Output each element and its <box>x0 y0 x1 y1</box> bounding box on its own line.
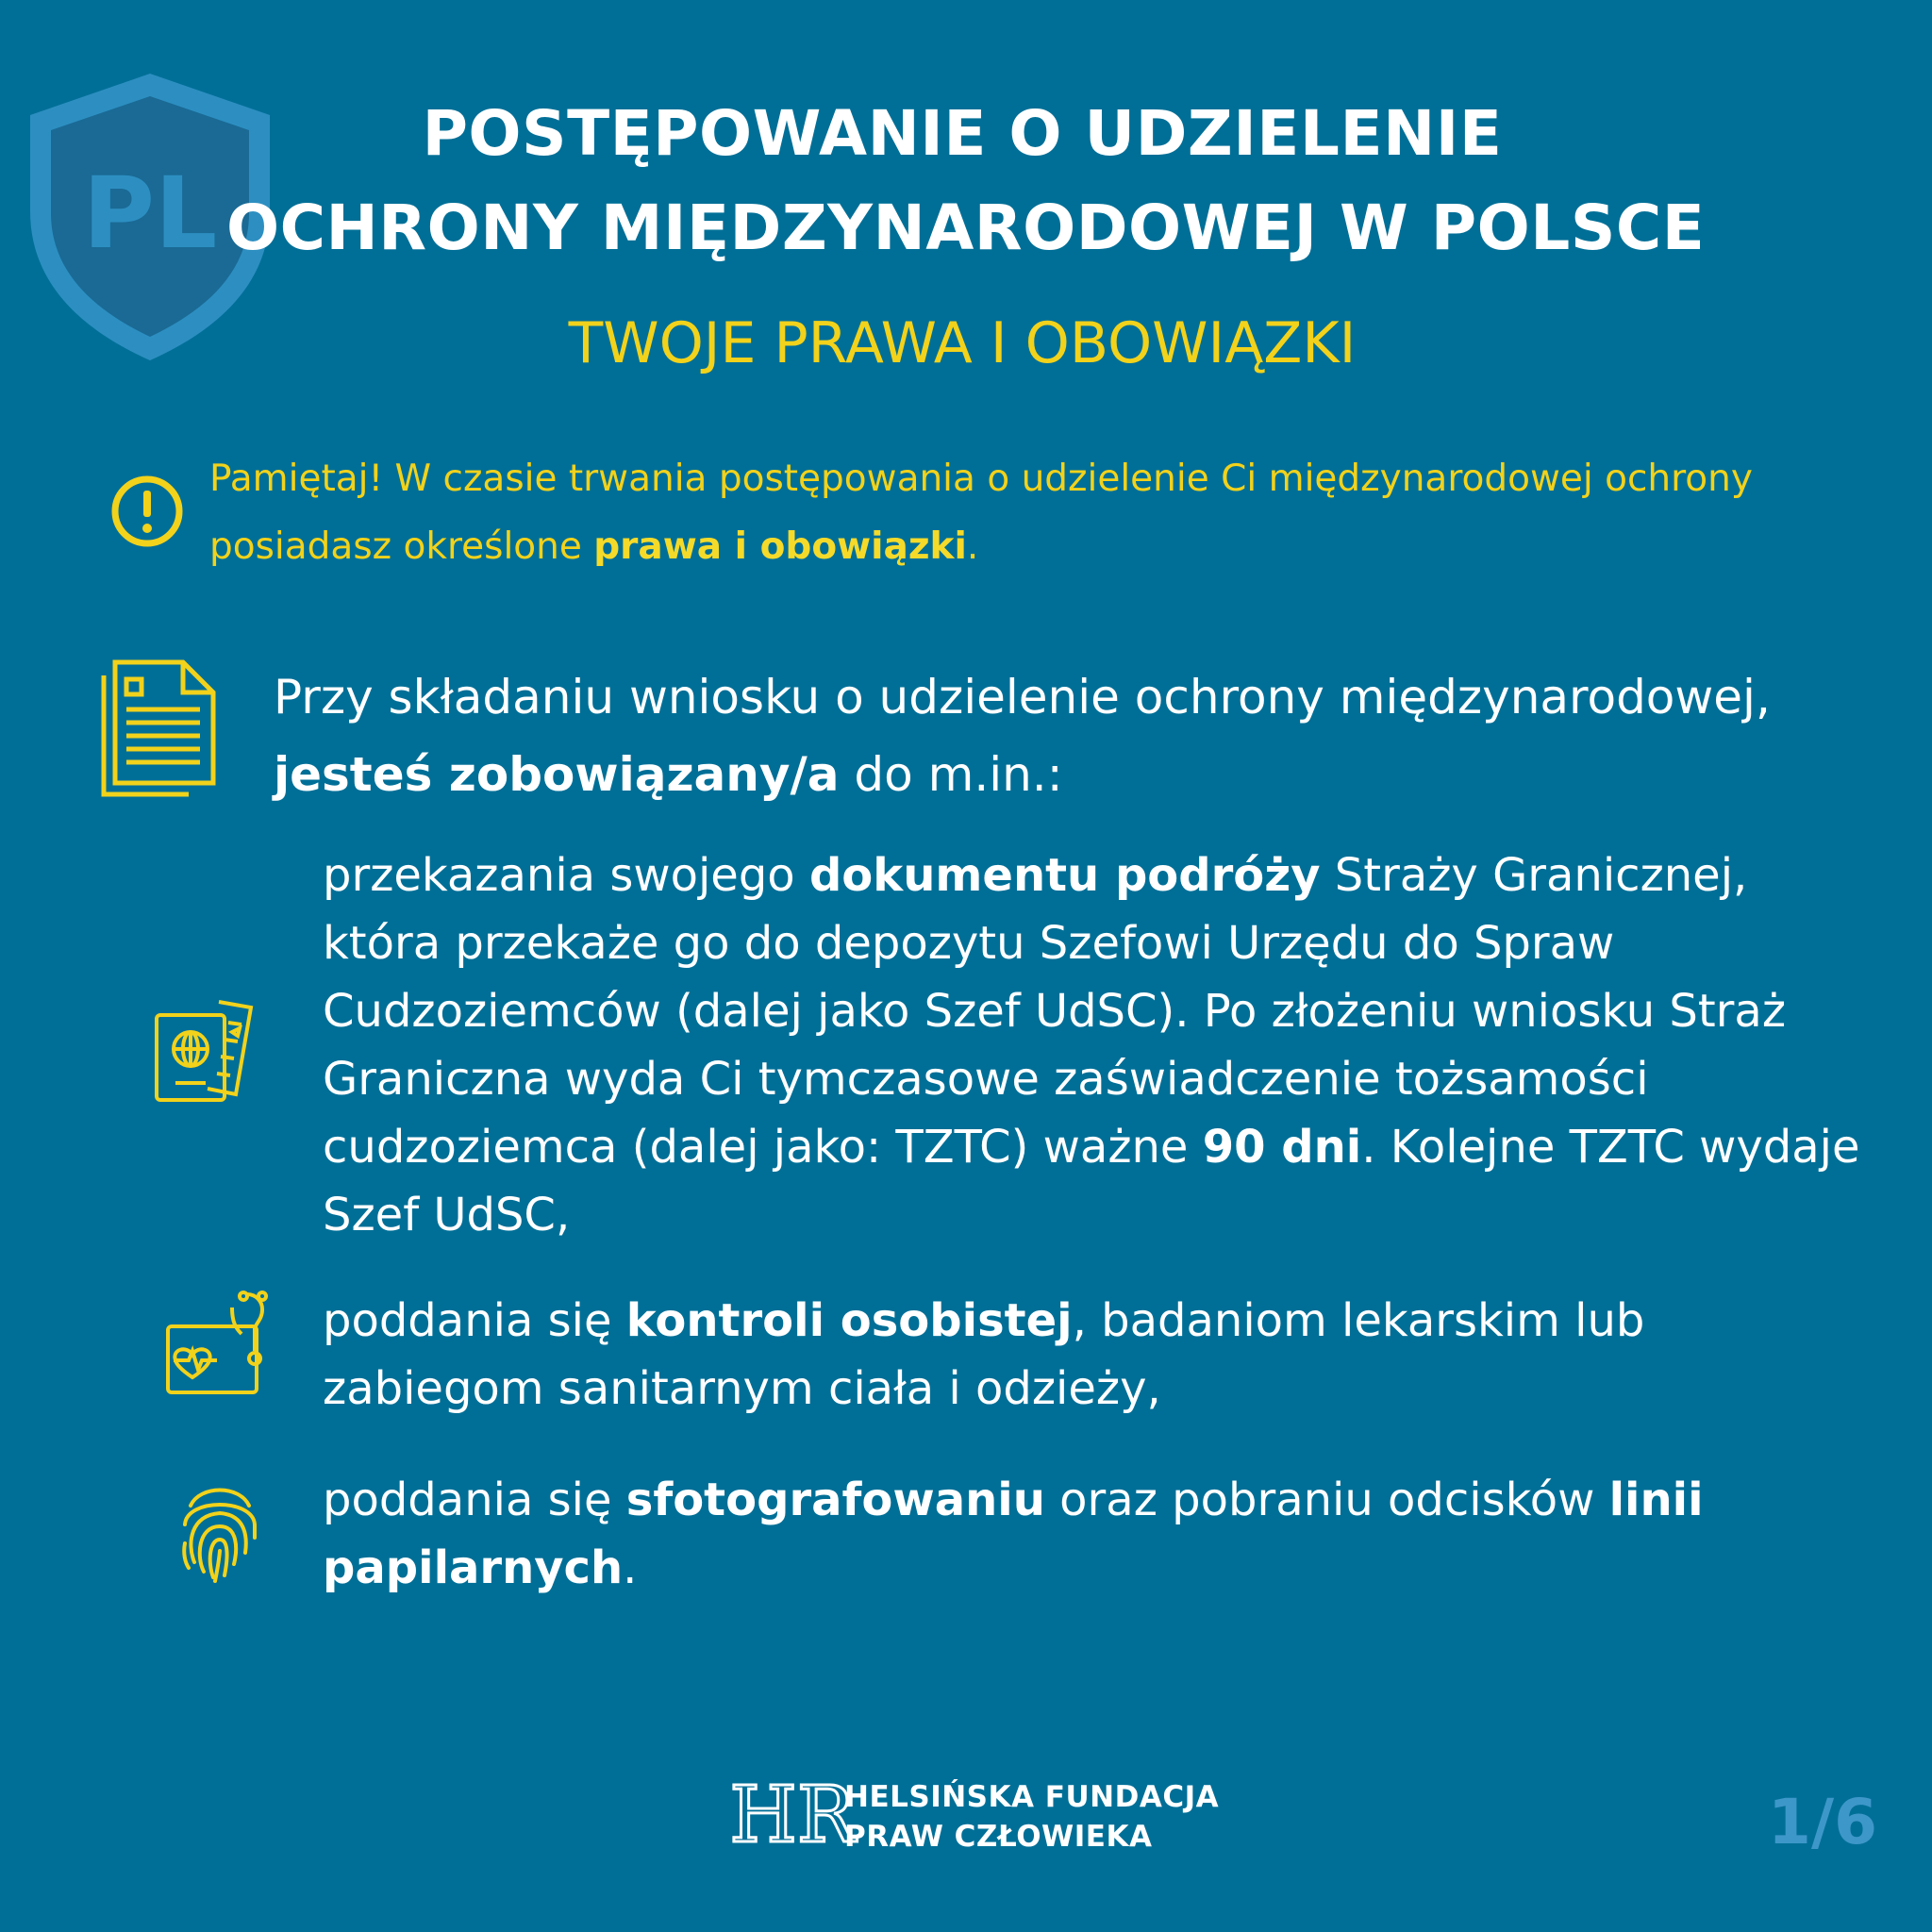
intro-emphasis: jesteś zobowiązany/a <box>274 747 840 802</box>
passport-icon <box>153 994 258 1104</box>
fingerprint-icon <box>179 1477 260 1583</box>
list-item: poddania się sfotografowaniu oraz pobraniu odcisków linii papilarnych. <box>323 1474 1704 1594</box>
list-item: poddania się kontroli osobistej, badaniom lekarskim lub zabiegom sanitarnym ciała i odzieży, <box>323 1294 1645 1415</box>
title-line-2: OCHRONY MIĘDZYNARODOWEJ W POLSCE <box>226 192 1706 264</box>
svg-text:HR: HR <box>729 1771 856 1860</box>
page-subtitle: TWOJE PRAWA I OBOWIĄZKI <box>568 310 1357 376</box>
page-number: 1/6 <box>1768 1786 1877 1858</box>
page-title <box>226 87 1706 275</box>
title-line-1: POSTĘPOWANIE O UDZIELENIE <box>422 97 1503 170</box>
medical-icon <box>164 1289 274 1398</box>
org-name-line-1: HELSIŃSKA FUNDACJA <box>844 1780 1220 1814</box>
notice-emphasis: prawa i obowiązki <box>593 525 967 568</box>
exclamation-icon <box>109 474 185 549</box>
org-name-line-2: PRAW CZŁOWIEKA <box>844 1820 1153 1854</box>
intro-text: Przy składaniu wniosku o udzielenie ochrony międzynarodowej, jesteś zobowiązany/a do m.in.: <box>274 670 1771 802</box>
hfpc-logo-icon <box>729 1771 856 1860</box>
org-name <box>844 1777 1219 1857</box>
notice-text: Pamiętaj! W czasie trwania postępowania o udzielenie Ci międzynarodowej ochrony posiadasz określone prawa i obowiązki. <box>209 458 1753 568</box>
document-icon <box>98 657 221 798</box>
shield-label: PL <box>82 156 218 271</box>
list-item: przekazania swojego dokumentu podróży Straży Granicznej, która przekaże go do depozytu Szefowi Urzędu do Spraw Cudzoziemców (dalej jako Szef UdSC). Po złożeniu wniosku Straż Graniczna wyda Ci tymczasowe zaświadczenie tożsamości cudzoziemca (dalej jako: TZTC) ważne 90 dni. Kolejne TZTC wydaje Szef UdSC, <box>323 849 1860 1241</box>
